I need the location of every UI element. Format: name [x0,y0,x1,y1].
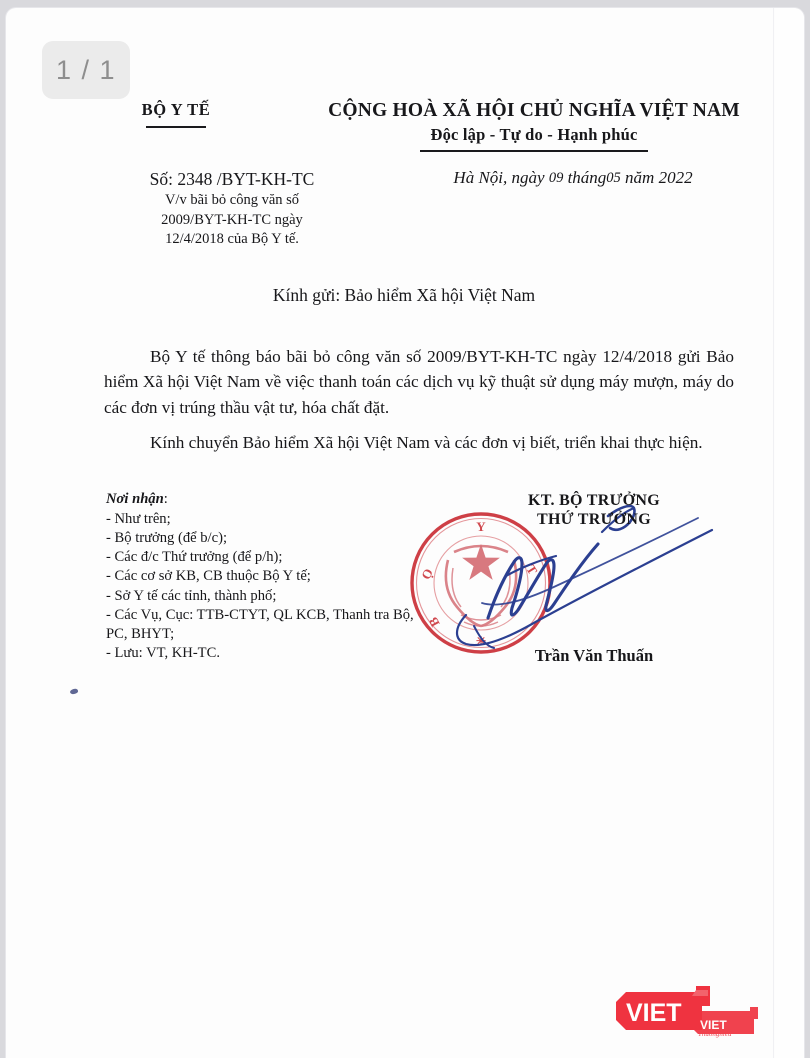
document-date-line [398,168,748,188]
brand-tagline-text: Thuonghieu [698,1030,732,1038]
national-motto-line: Độc lập - Tự do - Hạnh phúc [430,125,638,144]
brand-watermark-logo [614,986,762,1044]
recipients-title-colon: : [163,491,168,507]
seal-letter-top: Y [476,519,486,534]
date-year-word: năm [625,168,655,187]
ministry-underline [146,126,206,128]
document-body [104,344,734,455]
recipient-item: - Các đ/c Thứ trưởng (để p/h); [106,549,283,566]
recipient-item: - Bộ trưởng (để b/c); [106,530,227,547]
national-heading-underline [420,150,648,152]
brand-primary-text: VIET [626,999,682,1027]
national-title-line-1: CỘNG HOÀ XÃ HỘI CHỦ NGHĨA VIỆT NAM [328,100,740,121]
document-subject-line-2: 2009/BYT-KH-TC ngày [161,211,303,228]
recipients-block [106,490,416,663]
page-right-gutter [775,8,804,1058]
ink-speck-mark [69,688,78,695]
page-indicator-badge[interactable]: 1 / 1 [42,41,130,99]
signature-title-line-1: KT. BỘ TRƯỞNG [527,492,661,509]
ministry-block [6,100,316,152]
seal-star-mark: ✳ [475,634,487,648]
document-number-block [102,168,362,250]
national-heading-block [316,100,774,152]
date-month-word: tháng [567,168,607,187]
date-place-prefix: Hà Nội, ngày [453,168,545,187]
document-header [6,100,774,152]
recipient-item: - Các Vụ, Cục: TTB-CTYT, QL KCB, Thanh tra Bộ, PC, BHYT; [106,606,414,642]
signature-title-block [464,492,724,530]
recipient-item: - Như trên; [106,511,171,528]
document-number: Số: 2348 /BYT-KH-TC [149,169,315,189]
body-paragraph-1: Bộ Y tế thông báo bãi bỏ công văn số 2009/BYT-KH-TC ngày 12/4/2018 gửi Bảo hiểm Xã hội Việt Nam về việc thanh toán các dịch vụ kỹ thuật sử dụng máy mượn, máy do các đơn vị trúng thầu vật tư, hóa chất đặt. [104,347,734,417]
seal-letter-bottom: B [425,614,443,630]
brand-secondary-text: VIET [700,1018,727,1032]
body-paragraph-2: Kính chuyển Bảo hiểm Xã hội Việt Nam và các đơn vị biết, triển khai thực hiện. [150,432,703,452]
date-month: 05 [606,170,621,186]
seal-letter-left: Ọ [418,565,437,582]
recipients-title [106,490,416,509]
document-subject-line-1: V/v bãi bỏ công văn số [164,192,300,209]
recipient-item: - Các cơ sở KB, CB thuộc Bộ Y tế; [106,568,311,585]
recipient-item: - Sở Y tế các tỉnh, thành phố; [106,587,277,604]
recipients-title-text: Nơi nhận [106,491,164,507]
document-subject-line-3: 12/4/2018 của Bộ Y tế. [165,231,299,248]
seal-letter-right: T [523,561,541,578]
date-year: 2022 [658,168,693,187]
official-seal-stamp [406,508,556,658]
scanned-document [6,8,774,1058]
date-day: 09 [548,170,564,186]
recipient-item: - Lưu: VT, KH-TC. [106,644,220,661]
page-sheet [6,8,804,1058]
signature-title-line-2: THỨ TRƯỞNG [537,510,651,528]
signer-name: Trần Văn Thuấn [534,646,654,665]
ministry-name: BỘ Y TẾ [141,100,211,119]
addressee-line: Kính gửi: Bảo hiểm Xã hội Việt Nam [272,285,536,305]
